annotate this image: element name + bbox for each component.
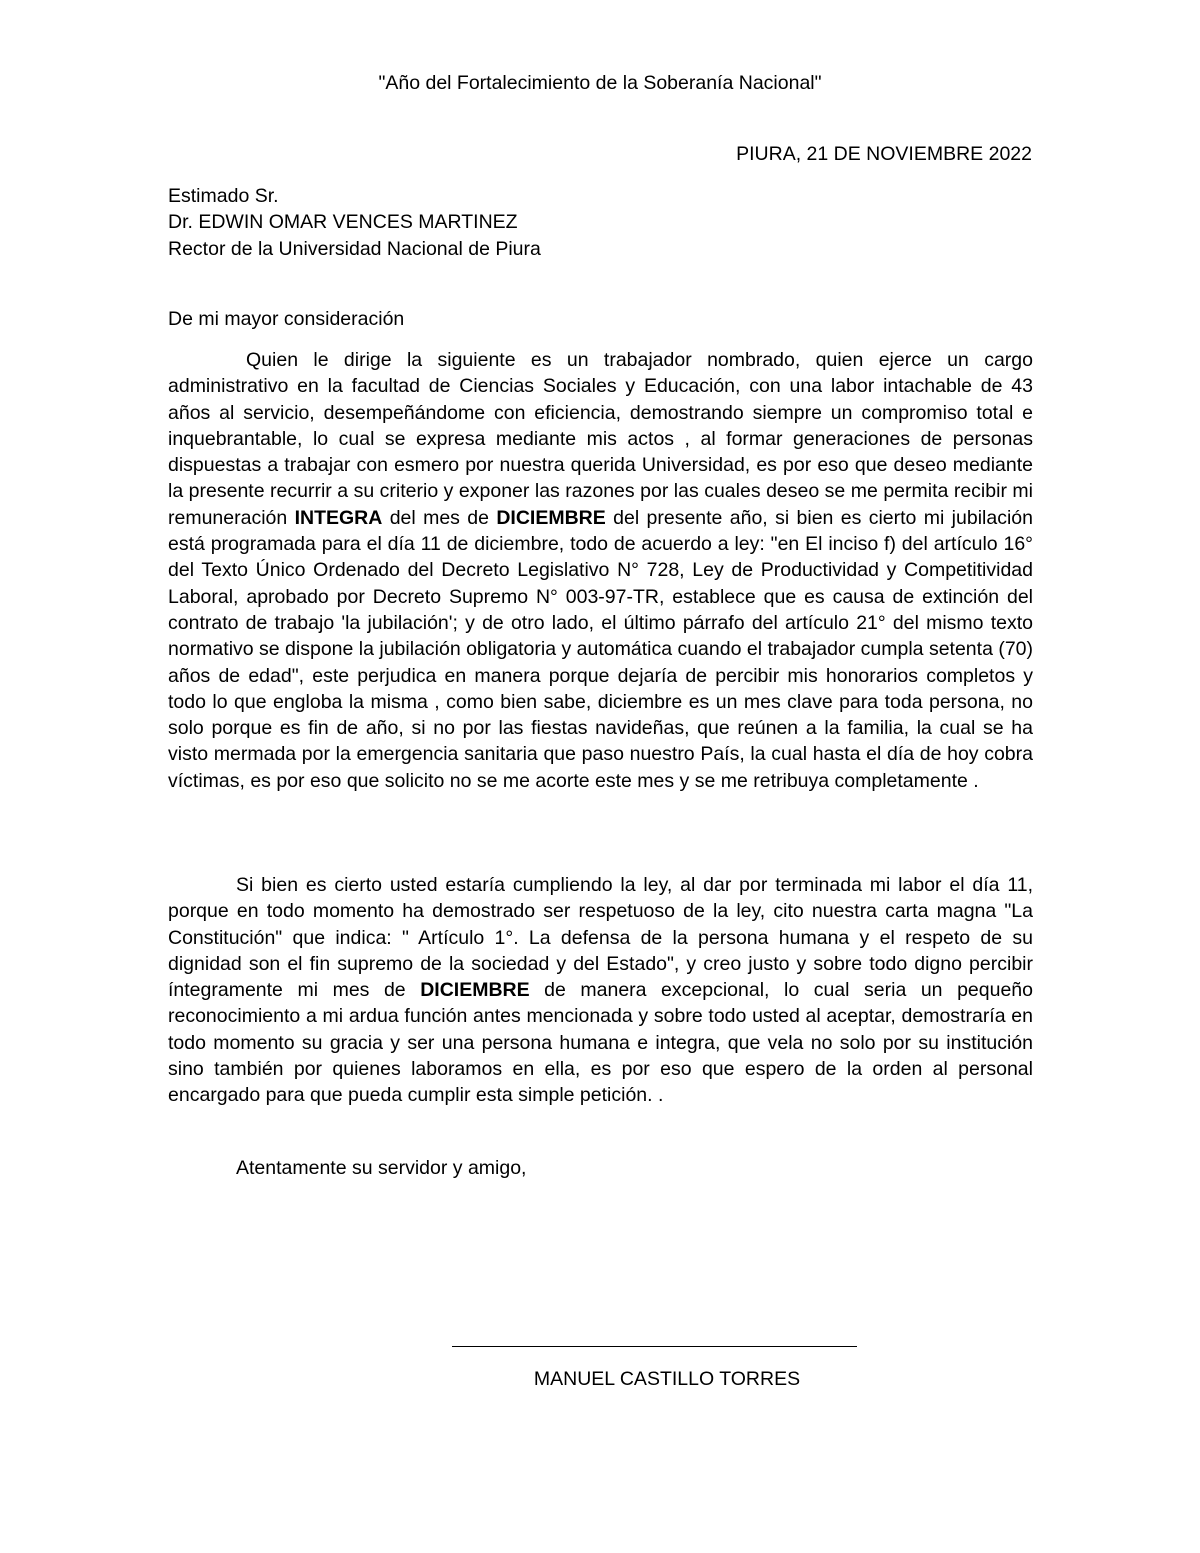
paragraph-2-text-a: Si bien es cierto usted estaría cumpliendo la ley, al dar por terminada mi labor el día 11, porque en todo momento ha demostrado ser respetuoso de la ley, cito nuestra carta magna "La Constitución" que indica: " Artículo 1°. La defensa de la persona humana y el respeto de su dignidad son el fin supremo de la sociedad y del Estado", y creo justo y sobre todo digno percibir íntegramente mi mes de (168, 874, 1033, 1002)
salutation-line: Estimado Sr. (168, 185, 279, 207)
year-motto: "Año del Fortalecimiento de la Soberanía Nacional" (378, 72, 822, 94)
recipient-name: Dr. EDWIN OMAR VENCES MARTINEZ (168, 211, 518, 233)
paragraph-1-text-b: del mes de (382, 506, 497, 529)
paragraph-1-bold-integra: INTEGRA (294, 506, 383, 529)
paragraph-2-bold-diciembre: DICIEMBRE (420, 979, 530, 1002)
greeting: De mi mayor consideración (168, 308, 405, 330)
paragraph-2-text-b: de manera excepcional, lo cual seria un pequeño reconocimiento a mi ardua función antes mencionada y sobre todo usted al aceptar, demostraría en todo momento su gracia y ser una persona humana e integra, que vela no solo por su institución sino también por quienes laboramos en ella, es por eso que espero de la orden al personal encargado para que pueda cumplir esta simple petición. . (168, 979, 1033, 1107)
paragraph-1-bold-diciembre: DICIEMBRE (496, 506, 606, 529)
recipient-position: Rector de la Universidad Nacional de Piura (168, 238, 541, 260)
signature-name: MANUEL CASTILLO TORRES (533, 1368, 801, 1390)
paragraph-1-text-a: Quien le dirige la siguiente es un trabajador nombrado, quien ejerce un cargo administrativo en la facultad de Ciencias Sociales y Educación, con una labor intachable de 43 años al servicio, desempeñándome con eficiencia, demostrando siempre un compromiso total e inquebrantable, lo cual se expresa mediante mis actos , al formar generaciones de personas dispuestas a trabajar con esmero por nuestra querida Universidad, es por eso que deseo mediante la presente recurrir a su criterio y exponer las razones por las cuales deseo se me permita recibir mi remuneración (168, 349, 1033, 529)
signature-line (452, 1346, 857, 1347)
paragraph-1-text-c: del presente año, si bien es cierto mi jubilación está programada para el día 11 de diciembre, todo de acuerdo a ley: "en El inciso f) del artículo 16° del Texto Único Ordenado del Decreto Legislativo N° 728, Ley de Productividad y Competitividad Laboral, aprobado por Decreto Supremo N° 003-97-TR, establece que es causa de extinción del contrato de trabajo 'la jubilación'; y de otro lado, el último párrafo del artículo 21° del mismo texto normativo se dispone la jubilación obligatoria y automática cuando el trabajador cumpla setenta (70) años de edad", este perjudica en manera porque dejaría de percibir mis honorarios completos y todo lo que engloba la misma , como bien sabe, diciembre es un mes clave para toda persona, no solo porque es fin de año, si no por las fiestas navideñas, que reúnen a la familia, la cual se ha visto mermada por la emergencia sanitaria que paso nuestro País, la cual hasta el día de hoy cobra víctimas, es por eso que solicito no se me acorte este mes y se me retribuya completamente . (168, 506, 1034, 792)
closing-line: Atentamente su servidor y amigo, (236, 1157, 527, 1179)
body-paragraph-1 (168, 347, 1033, 794)
body-paragraph-2 (168, 872, 1033, 1109)
letter-date: PIURA, 21 DE NOVIEMBRE 2022 (736, 143, 1032, 165)
